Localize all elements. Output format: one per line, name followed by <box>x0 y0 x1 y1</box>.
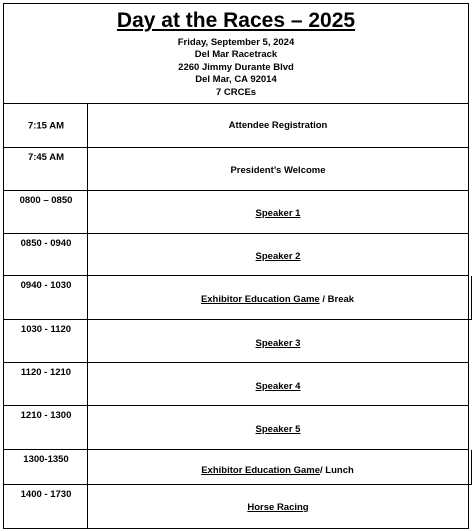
agenda-table <box>3 3 469 529</box>
event-city: Del Mar, CA 92014 <box>195 74 277 86</box>
schedule-time: 0800 – 0850 <box>4 191 88 233</box>
schedule-row <box>4 148 468 191</box>
schedule-event: Speaker 2 <box>255 251 301 262</box>
event-info <box>4 37 468 99</box>
schedule-event: Speaker 5 <box>255 424 301 435</box>
schedule-event: Attendee Registration <box>228 120 328 131</box>
page-title: Day at the Races – 2025 <box>116 9 356 32</box>
schedule-event: Speaker 3 <box>255 338 301 349</box>
schedule-time: 7:45 AM <box>4 148 88 190</box>
schedule-time: 1300-1350 <box>4 450 88 484</box>
schedule-row <box>4 104 468 148</box>
schedule-row <box>4 320 468 363</box>
schedule-event: Exhibitor Education Game / Break <box>200 294 355 305</box>
schedule-event: Exhibitor Education Game/ Lunch <box>201 465 354 476</box>
schedule-event: Horse Racing <box>247 502 309 513</box>
event-credits: 7 CRCEs <box>215 86 257 98</box>
schedule-event: President’s Welcome <box>230 165 326 176</box>
schedule-time: 1030 - 1120 <box>4 320 88 362</box>
schedule-time: 1400 - 1730 <box>4 485 88 528</box>
schedule-row <box>4 276 472 320</box>
event-date: Friday, September 5, 2024 <box>177 37 295 48</box>
agenda-header <box>4 4 468 104</box>
schedule-time: 7:15 AM <box>4 104 88 147</box>
schedule-time: 0850 - 0940 <box>4 234 88 275</box>
schedule-row <box>4 485 468 528</box>
event-venue: Del Mar Racetrack <box>194 49 278 61</box>
schedule-row <box>4 234 468 276</box>
schedule-row <box>4 406 468 450</box>
schedule-row <box>4 450 472 485</box>
schedule-event: Speaker 4 <box>255 381 301 392</box>
schedule-time: 1120 - 1210 <box>4 363 88 405</box>
schedule-time: 1210 - 1300 <box>4 406 88 449</box>
schedule-time: 0940 - 1030 <box>4 276 88 319</box>
schedule-event: Speaker 1 <box>255 208 301 219</box>
event-street: 2260 Jimmy Durante Blvd <box>178 61 294 73</box>
schedule-row <box>4 363 468 406</box>
schedule-row <box>4 191 468 234</box>
